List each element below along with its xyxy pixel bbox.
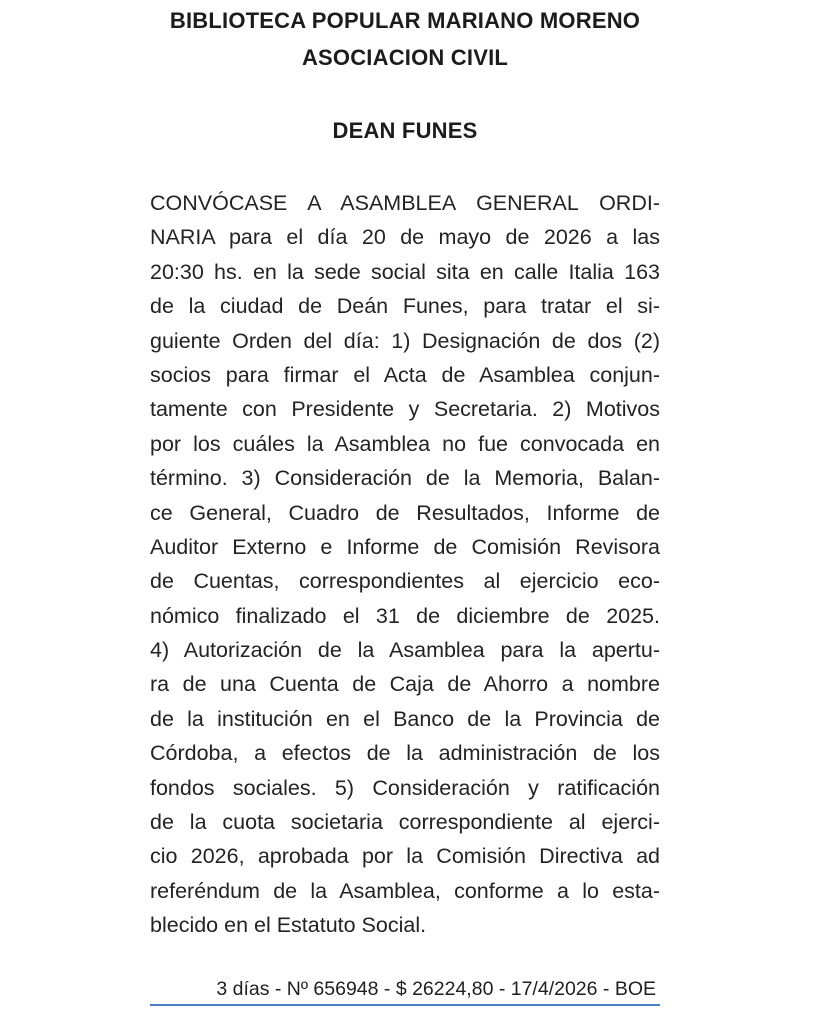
body-line: NARIA para el día 20 de mayo de 2026 a las — [150, 225, 660, 250]
body-line: blecido en el Estatuto Social. — [150, 913, 427, 938]
body-line: de la institución en el Banco de la Provincia de — [150, 706, 660, 731]
body-line: guiente Orden del día: 1) Designación de dos (2) — [150, 328, 660, 353]
body-line: término. 3) Consideración de la Memoria, Balan- — [150, 466, 660, 491]
body-line: Córdoba, a efectos de la administración de los — [150, 741, 660, 766]
body-line: 20:30 hs. en la sede social sita en calle Italia 163 — [150, 259, 660, 284]
body-line: de Cuentas, correspondientes al ejercicio eco- — [150, 569, 660, 594]
body-line: fondos sociales. 5) Consideración y ratificación — [150, 775, 660, 800]
body-line: nómico finalizado el 31 de diciembre de 2025. — [150, 603, 660, 628]
publication-footer — [150, 974, 660, 1006]
body-line: cio 2026, aprobada por la Comisión Directiva ad — [150, 844, 660, 869]
org-name-line2: ASOCIACION CIVIL — [301, 45, 509, 70]
body-line: socios para firmar el Acta de Asamblea conjun- — [150, 362, 660, 387]
body-line: referéndum de la Asamblea, conforme a lo esta- — [150, 878, 660, 903]
body-line: de la cuota societaria correspondiente al ejerci- — [150, 810, 660, 835]
body-line: 4) Autorización de la Asamblea para la apertu- — [150, 638, 660, 663]
body-line: ce General, Cuadro de Resultados, Informe de — [150, 500, 660, 525]
notice-body — [150, 186, 660, 943]
body-line: por los cuáles la Asamblea no fue convocada en — [150, 431, 660, 456]
body-line: tamente con Presidente y Secretaria. 2) Motivos — [150, 397, 660, 422]
body-line: CONVÓCASE A ASAMBLEA GENERAL ORDI- — [150, 191, 660, 215]
org-name-line1: BIBLIOTECA POPULAR MARIANO MORENO — [169, 8, 641, 33]
publication-details: 3 días - Nº 656948 - $ 26224,80 - 17/4/2026 - BOE — [216, 978, 656, 1000]
city-heading: DEAN FUNES — [332, 118, 478, 143]
body-line: de la ciudad de Deán Funes, para tratar el si- — [150, 294, 660, 319]
body-line: Auditor Externo e Informe de Comisión Revisora — [150, 534, 660, 559]
body-line: ra de una Cuenta de Caja de Ahorro a nombre — [150, 672, 660, 697]
